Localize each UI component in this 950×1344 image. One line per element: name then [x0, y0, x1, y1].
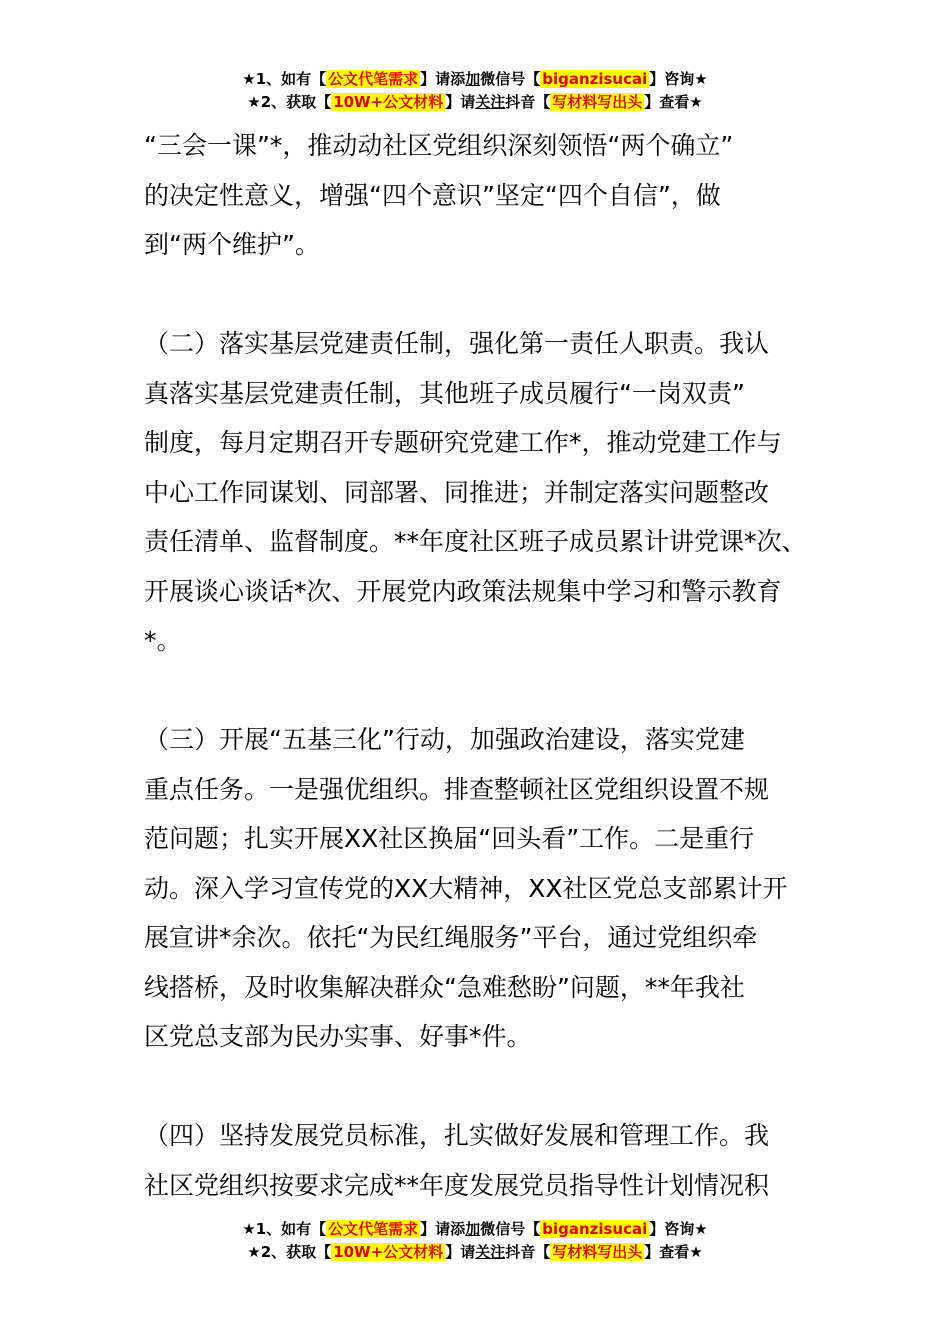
text-line: 范问题；扎实开展XX社区换届“回头看”工作。二是重行 — [144, 824, 755, 853]
banner-text: ★1、如有【 — [242, 1220, 327, 1238]
banner-text: ★1、如有【 — [242, 70, 327, 88]
paragraph-gap — [144, 666, 814, 716]
banner-highlight: biganzisucai — [542, 70, 648, 88]
text-line: 到“两个维护”。 — [144, 230, 320, 259]
paragraph-gap — [144, 270, 814, 320]
text-line: （三）开展“五基三化”行动，加强政治建设，落实党建 — [144, 725, 745, 754]
header-banner — [0, 68, 950, 114]
text-line: （四）坚持发展党员标准，扎实做好发展和管理工作。我 — [144, 1121, 770, 1150]
text-line: 重点任务。一是强优组织。排查整顿社区党组织设置不规 — [144, 774, 770, 804]
text-line: （二）落实基层党建责任制，强化第一责任人职责。我认 — [144, 329, 770, 358]
banner-line-1 — [0, 68, 950, 91]
text-line: 真落实基层党建责任制，其他班子成员履行“一岗双责” — [144, 378, 745, 408]
banner-highlight: 10W+公文材料 — [333, 1243, 444, 1261]
document-body — [144, 121, 814, 1210]
text-line: 制度，每月定期召开专题研究党建工作*，推动党建工作与 — [144, 428, 782, 457]
banner-text: 微信号【 — [480, 1220, 541, 1238]
banner-text: 】查看★ — [644, 1243, 703, 1261]
banner-highlight: 公文代笔需求 — [328, 70, 419, 88]
text-line: 的决定性意义，增强“四个意识”坚定“四个自信”，做 — [144, 180, 721, 210]
banner-underlined-text: 加 — [465, 1220, 481, 1238]
banner-text: 微信号【 — [480, 70, 541, 88]
banner-text: ★2、获取【 — [247, 1243, 332, 1261]
banner-highlight: 写材料写出头 — [552, 93, 643, 111]
text-line: 动。深入学习宣传党的XX大精神，XX社区党总支部累计开 — [144, 873, 788, 903]
banner-highlight: biganzisucai — [542, 1220, 648, 1238]
banner-line-2 — [0, 1241, 950, 1264]
banner-text: 】咨询★ — [649, 70, 708, 88]
banner-text: 】请 — [445, 1243, 476, 1261]
text-line: 区党总支部为民办实事、好事*件。 — [144, 1022, 532, 1051]
banner-underlined-text: 关注 — [475, 1243, 506, 1261]
text-line: 社区党组织按要求完成**年度发展党员指导性计划情况积 — [144, 1170, 770, 1200]
banner-highlight: 写材料写出头 — [552, 1243, 643, 1261]
banner-text: 】请添 — [420, 1220, 466, 1238]
footer-banner — [0, 1218, 950, 1264]
banner-text: 抖音【 — [505, 1243, 551, 1261]
banner-text: 】咨询★ — [649, 1220, 708, 1238]
text-line: 展宣讲*余次。依托“为民红绳服务”平台，通过党组织牵 — [144, 923, 758, 952]
banner-text: 】查看★ — [644, 93, 703, 111]
text-line: 开展谈心谈话*次、开展党内政策法规集中学习和警示教育 — [144, 576, 782, 606]
banner-text: ★2、获取【 — [247, 93, 332, 111]
banner-text: 】请 — [445, 93, 476, 111]
banner-line-2 — [0, 91, 950, 114]
text-line: 责任清单、监督制度。**年度社区班子成员累计讲党课*次、 — [144, 527, 807, 556]
text-line: 中心工作同谋划、同部署、同推进；并制定落实问题整改 — [144, 477, 770, 507]
banner-text: 抖音【 — [505, 93, 551, 111]
banner-underlined-text: 关注 — [475, 93, 506, 111]
banner-underlined-text: 加 — [465, 70, 481, 88]
text-line: *。 — [144, 626, 182, 655]
banner-text: 】请添 — [420, 70, 466, 88]
banner-highlight: 公文代笔需求 — [328, 1220, 419, 1238]
paragraph-gap — [144, 1062, 814, 1112]
text-line: 线搭桥，及时收集解决群众“急难愁盼”问题，**年我社 — [144, 972, 745, 1002]
banner-highlight: 10W+公文材料 — [333, 93, 444, 111]
banner-line-1 — [0, 1218, 950, 1241]
text-line: “三会一课”*，推动动社区党组织深刻领悟“两个确立” — [144, 131, 734, 160]
